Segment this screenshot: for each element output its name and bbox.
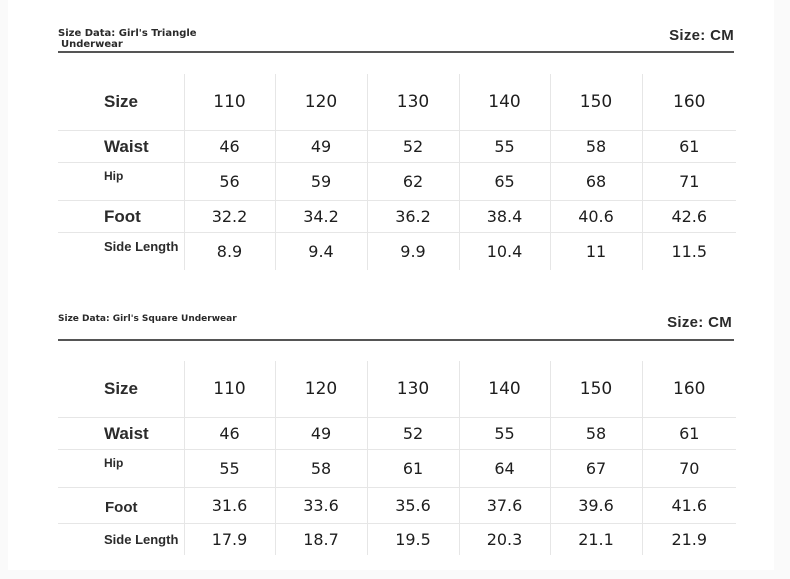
unit-label: Size: CM <box>669 27 734 44</box>
table-cell: 62 <box>367 163 459 201</box>
table-cell: 41.6 <box>642 488 736 524</box>
table-cell: 52 <box>367 418 459 450</box>
table-cell: 11.5 <box>642 233 736 271</box>
table-cell: 19.5 <box>367 524 459 556</box>
table-cell: 58 <box>550 131 642 163</box>
table-cell: 68 <box>550 163 642 201</box>
section-title <box>58 28 197 50</box>
section-divider <box>58 339 734 341</box>
section-title <box>58 314 237 325</box>
table-row <box>58 201 736 233</box>
table-cell: 18.7 <box>275 524 367 556</box>
row-label: Foot <box>58 488 184 524</box>
size-table <box>58 74 736 270</box>
table-cell: 35.6 <box>367 488 459 524</box>
table-cell: 11 <box>550 233 642 271</box>
table-cell: 39.6 <box>550 488 642 524</box>
table-cell: 70 <box>642 450 736 488</box>
table-cell: 34.2 <box>275 201 367 233</box>
table-cell: 67 <box>550 450 642 488</box>
size-header-cell: 110 <box>184 361 275 418</box>
table-cell: 64 <box>459 450 550 488</box>
table-cell: 9.4 <box>275 233 367 271</box>
size-header-cell: 110 <box>184 74 275 131</box>
table-row <box>58 488 736 524</box>
table-cell: 38.4 <box>459 201 550 233</box>
table-cell: 17.9 <box>184 524 275 556</box>
table-cell: 40.6 <box>550 201 642 233</box>
table-cell: 46 <box>184 131 275 163</box>
unit-label: Size: CM <box>667 314 732 331</box>
table-cell: 55 <box>459 418 550 450</box>
table-header-row <box>58 361 736 418</box>
table-row <box>58 418 736 450</box>
section-title-line1: Size Data: Girl's Triangle <box>58 28 197 39</box>
header-label: Size <box>58 74 184 131</box>
table-cell: 21.9 <box>642 524 736 556</box>
section-title-line1: Size Data: Girl's Square Underwear <box>58 314 237 324</box>
row-label: Side Length <box>104 239 179 254</box>
size-header-cell: 130 <box>367 361 459 418</box>
size-header-cell: 160 <box>642 361 736 418</box>
table-cell: 71 <box>642 163 736 201</box>
header-label: Size <box>58 361 184 418</box>
size-header-cell: 140 <box>459 74 550 131</box>
size-header-cell: 140 <box>459 361 550 418</box>
row-label: Waist <box>58 131 184 163</box>
size-header-cell: 130 <box>367 74 459 131</box>
row-label: Foot <box>58 201 184 233</box>
table-cell: 31.6 <box>184 488 275 524</box>
table-row <box>58 131 736 163</box>
table-cell: 37.6 <box>459 488 550 524</box>
size-table <box>58 361 736 555</box>
table-cell: 8.9 <box>184 233 275 271</box>
table-cell: 42.6 <box>642 201 736 233</box>
table-cell: 32.2 <box>184 201 275 233</box>
size-header-cell: 120 <box>275 74 367 131</box>
row-label: Side Length <box>104 532 179 547</box>
table-cell: 59 <box>275 163 367 201</box>
table-cell: 55 <box>459 131 550 163</box>
table-cell: 20.3 <box>459 524 550 556</box>
section-title-line2: Underwear <box>61 39 123 50</box>
row-label: Waist <box>58 418 184 450</box>
row-label: Hip <box>58 450 184 488</box>
table-cell: 9.9 <box>367 233 459 271</box>
section-divider <box>58 51 734 53</box>
table-cell: 56 <box>184 163 275 201</box>
size-header-cell: 160 <box>642 74 736 131</box>
table-cell: 10.4 <box>459 233 550 271</box>
table-cell: 49 <box>275 418 367 450</box>
table-cell: 58 <box>275 450 367 488</box>
table-cell: 36.2 <box>367 201 459 233</box>
table-cell: 33.6 <box>275 488 367 524</box>
table-cell: 52 <box>367 131 459 163</box>
table-cell: 61 <box>642 131 736 163</box>
table-cell: 58 <box>550 418 642 450</box>
table-row <box>58 163 736 201</box>
table-row <box>58 233 736 271</box>
size-header-cell: 150 <box>550 74 642 131</box>
table-cell: 65 <box>459 163 550 201</box>
table-cell: 49 <box>275 131 367 163</box>
table-header-row <box>58 74 736 131</box>
table-row <box>58 524 736 556</box>
size-header-cell: 150 <box>550 361 642 418</box>
table-row <box>58 450 736 488</box>
row-label: Hip <box>58 163 184 201</box>
table-cell: 46 <box>184 418 275 450</box>
table-cell: 61 <box>367 450 459 488</box>
table-cell: 21.1 <box>550 524 642 556</box>
table-cell: 55 <box>184 450 275 488</box>
size-header-cell: 120 <box>275 361 367 418</box>
table-cell: 61 <box>642 418 736 450</box>
